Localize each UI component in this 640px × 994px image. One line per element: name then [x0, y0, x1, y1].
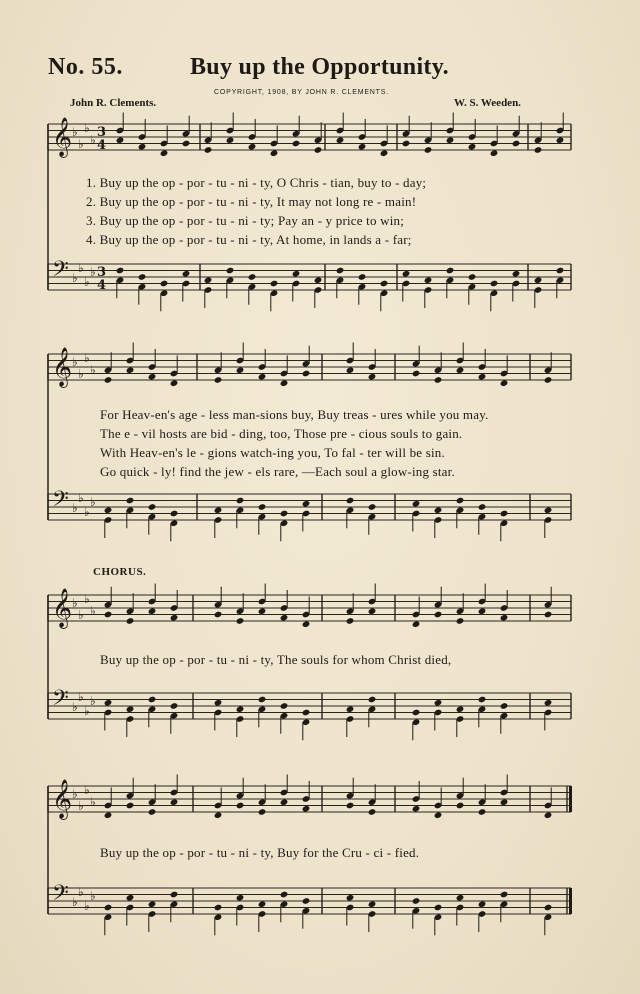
bass-clef-icon: 𝄢	[52, 686, 69, 716]
verse-line: 3. Buy up the op - por - tu - ni - ty; Pay an - y price to win;	[86, 213, 405, 228]
note-head	[148, 607, 157, 615]
note-head	[138, 273, 147, 281]
note-head	[270, 280, 279, 288]
flat-sign-icon: ♭	[72, 787, 78, 801]
note-head	[512, 140, 521, 148]
note-head	[346, 802, 355, 810]
note-head	[302, 370, 311, 378]
note-head	[214, 506, 223, 514]
note-head	[226, 136, 235, 144]
note-head	[556, 267, 565, 275]
note-head	[148, 808, 157, 816]
note-head	[214, 699, 223, 707]
note-head	[280, 510, 289, 518]
flat-sign-icon: ♭	[72, 355, 78, 369]
flat-sign-icon: ♭	[78, 799, 84, 813]
flat-sign-icon: ♭	[78, 137, 84, 151]
note-head	[346, 894, 355, 902]
note-head	[368, 607, 377, 615]
note-head	[126, 497, 135, 505]
note-head	[248, 143, 257, 151]
bass-clef-icon: 𝄢	[52, 881, 69, 911]
flat-sign-icon: ♭	[84, 592, 90, 606]
note-head	[456, 894, 465, 902]
note-head	[478, 900, 487, 908]
note-head	[468, 273, 477, 281]
note-head	[402, 140, 411, 148]
note-head	[258, 607, 267, 615]
note-head	[258, 900, 267, 908]
note-head	[500, 614, 509, 622]
note-head	[314, 146, 323, 154]
note-head	[104, 611, 113, 619]
flat-sign-icon: ♭	[72, 125, 78, 139]
note-head	[490, 280, 499, 288]
note-head	[478, 696, 487, 704]
note-head	[170, 510, 179, 518]
flat-sign-icon: ♭	[78, 608, 84, 622]
note-head	[434, 811, 443, 819]
note-head	[126, 366, 135, 374]
note-head	[258, 696, 267, 704]
flat-sign-icon: ♭	[78, 367, 84, 381]
flat-sign-icon: ♭	[72, 501, 78, 515]
flat-sign-icon: ♭	[84, 704, 90, 718]
note-head	[412, 370, 421, 378]
flat-sign-icon: ♭	[84, 121, 90, 135]
note-head	[148, 696, 157, 704]
note-head	[148, 503, 157, 511]
note-head	[478, 373, 487, 381]
note-head	[214, 376, 223, 384]
note-head	[424, 146, 433, 154]
treble-clef-icon: 𝄞	[52, 588, 73, 628]
note-head	[412, 897, 421, 905]
note-head	[500, 702, 509, 710]
flat-sign-icon: ♭	[90, 604, 96, 618]
time-signature-bottom: 4	[97, 138, 107, 153]
bass-clef-icon: 𝄢	[52, 487, 69, 517]
note-head	[104, 699, 113, 707]
note-head	[456, 802, 465, 810]
note-head	[236, 366, 245, 374]
time-signature-top: 3	[97, 125, 107, 140]
note-head	[248, 273, 257, 281]
note-head	[160, 280, 169, 288]
treble-clef-icon: 𝄞	[52, 347, 73, 387]
composer-credit: W. S. Weeden.	[454, 97, 521, 109]
note-head	[236, 617, 245, 625]
note-head	[402, 270, 411, 278]
note-head	[104, 811, 113, 819]
flat-sign-icon: ♭	[72, 271, 78, 285]
note-head	[302, 709, 311, 717]
note-head	[104, 506, 113, 514]
note-head	[258, 503, 267, 511]
note-head	[380, 280, 389, 288]
note-head	[434, 904, 443, 912]
note-head	[346, 705, 355, 713]
note-head	[126, 894, 135, 902]
note-head	[544, 904, 553, 912]
verse-line: The e - vil hosts are bid - ding, too, Those pre - cious souls to gain.	[100, 426, 463, 441]
note-head	[148, 373, 157, 381]
note-head	[292, 140, 301, 148]
note-head	[302, 897, 311, 905]
note-head	[280, 614, 289, 622]
time-signature-bottom: 4	[97, 278, 107, 293]
flat-sign-icon: ♭	[84, 275, 90, 289]
note-head	[214, 904, 223, 912]
note-head	[226, 267, 235, 275]
note-head	[412, 805, 421, 813]
note-head	[170, 798, 179, 806]
note-head	[434, 611, 443, 619]
note-head	[434, 699, 443, 707]
note-head	[512, 270, 521, 278]
note-head	[456, 705, 465, 713]
flat-sign-icon: ♭	[72, 700, 78, 714]
note-head	[214, 611, 223, 619]
note-head	[368, 900, 377, 908]
note-head	[116, 267, 125, 275]
note-head	[500, 798, 509, 806]
verse-line: With Heav-en's le - gions watch-ing you, To fal - ter will be sin.	[100, 445, 445, 460]
copyright-notice: COPYRIGHT, 1908, BY JOHN R. CLEMENTS.	[214, 89, 389, 96]
note-head	[182, 140, 191, 148]
note-head	[280, 798, 289, 806]
verse-line: 1. Buy up the op - por - tu - ni - ty, O Chris - tian, buy to - day;	[86, 175, 427, 190]
time-signature-top: 3	[97, 265, 107, 280]
note-head	[302, 500, 311, 508]
note-head	[258, 373, 267, 381]
flat-sign-icon: ♭	[78, 261, 84, 275]
flat-sign-icon: ♭	[90, 889, 96, 903]
note-head	[104, 904, 113, 912]
note-head	[236, 497, 245, 505]
note-head	[534, 276, 543, 284]
note-head	[336, 267, 345, 275]
flat-sign-icon: ♭	[90, 133, 96, 147]
note-head	[204, 276, 213, 284]
flat-sign-icon: ♭	[78, 885, 84, 899]
note-head	[280, 379, 289, 387]
note-head	[490, 149, 499, 157]
note-head	[302, 805, 311, 813]
flat-sign-icon: ♭	[78, 491, 84, 505]
bass-staff	[48, 693, 571, 719]
note-head	[116, 136, 125, 144]
note-head	[368, 696, 377, 704]
note-head	[170, 379, 179, 387]
note-head	[434, 376, 443, 384]
note-head	[500, 379, 509, 387]
note-head	[292, 270, 301, 278]
note-head	[182, 270, 191, 278]
chorus-lyric-line: Buy up the op - por - tu - ni - ty, The souls for whom Christ died,	[100, 652, 452, 667]
note-head	[534, 146, 543, 154]
flat-sign-icon: ♭	[72, 895, 78, 909]
flat-sign-icon: ♭	[90, 795, 96, 809]
note-head	[544, 811, 553, 819]
note-head	[214, 811, 223, 819]
note-head	[446, 136, 455, 144]
flat-sign-icon: ♭	[84, 899, 90, 913]
note-head	[446, 267, 455, 275]
note-head	[424, 276, 433, 284]
flat-sign-icon: ♭	[72, 596, 78, 610]
verse-line: For Heav-en's age - less man-sions buy, Buy treas - ures while you may.	[100, 407, 489, 422]
note-head	[170, 702, 179, 710]
note-head	[270, 149, 279, 157]
flat-sign-icon: ♭	[84, 505, 90, 519]
bass-clef-icon: 𝄢	[52, 257, 69, 287]
note-head	[544, 376, 553, 384]
note-head	[544, 611, 553, 619]
note-head	[280, 891, 289, 899]
verse-line: Go quick - ly! find the jew - els rare, —Each soul a glow-ing star.	[100, 464, 455, 479]
verse-line: 2. Buy up the op - por - tu - ni - ty, It may not long re - main!	[86, 194, 417, 209]
note-head	[456, 617, 465, 625]
note-head	[358, 143, 367, 151]
note-head	[302, 620, 311, 628]
note-head	[170, 891, 179, 899]
note-head	[468, 143, 477, 151]
note-head	[544, 699, 553, 707]
note-head	[434, 506, 443, 514]
flat-sign-icon: ♭	[90, 495, 96, 509]
flat-sign-icon: ♭	[78, 690, 84, 704]
note-head	[478, 503, 487, 511]
note-head	[104, 376, 113, 384]
final-bar	[569, 888, 572, 914]
note-head	[204, 146, 213, 154]
note-head	[336, 136, 345, 144]
note-head	[126, 705, 135, 713]
note-head	[358, 273, 367, 281]
verse-line: 4. Buy up the op - por - tu - ni - ty, At home, in lands a - far;	[86, 232, 412, 247]
final-bar	[569, 786, 572, 812]
note-head	[126, 617, 135, 625]
chorus-label: CHORUS.	[93, 566, 147, 578]
note-head	[126, 802, 135, 810]
note-head	[368, 808, 377, 816]
note-head	[236, 802, 245, 810]
note-head	[556, 136, 565, 144]
note-head	[160, 149, 169, 157]
note-head	[544, 506, 553, 514]
chorus-lyric-line: Buy up the op - por - tu - ni - ty, Buy for the Cru - ci - fied.	[100, 845, 420, 860]
lyricist-credit: John R. Clements.	[70, 97, 157, 109]
flat-sign-icon: ♭	[90, 265, 96, 279]
note-head	[138, 143, 147, 151]
flat-sign-icon: ♭	[90, 363, 96, 377]
note-head	[258, 808, 267, 816]
note-head	[236, 705, 245, 713]
flat-sign-icon: ♭	[84, 783, 90, 797]
flat-sign-icon: ♭	[84, 351, 90, 365]
hymn-title: Buy up the Opportunity.	[190, 54, 449, 80]
note-head	[500, 510, 509, 518]
note-head	[412, 709, 421, 717]
note-head	[346, 366, 355, 374]
note-head	[236, 894, 245, 902]
note-head	[368, 503, 377, 511]
hymn-number: No. 55.	[48, 54, 123, 80]
note-head	[380, 149, 389, 157]
treble-clef-icon: 𝄞	[52, 117, 73, 157]
note-head	[346, 497, 355, 505]
note-head	[346, 617, 355, 625]
note-head	[478, 607, 487, 615]
note-head	[500, 891, 509, 899]
note-head	[412, 500, 421, 508]
note-head	[170, 614, 179, 622]
flat-sign-icon: ♭	[90, 694, 96, 708]
note-head	[280, 702, 289, 710]
note-head	[368, 373, 377, 381]
note-head	[456, 366, 465, 374]
note-head	[478, 808, 487, 816]
note-head	[456, 497, 465, 505]
treble-clef-icon: 𝄞	[52, 779, 73, 819]
note-head	[412, 620, 421, 628]
note-head	[148, 900, 157, 908]
note-head	[314, 276, 323, 284]
